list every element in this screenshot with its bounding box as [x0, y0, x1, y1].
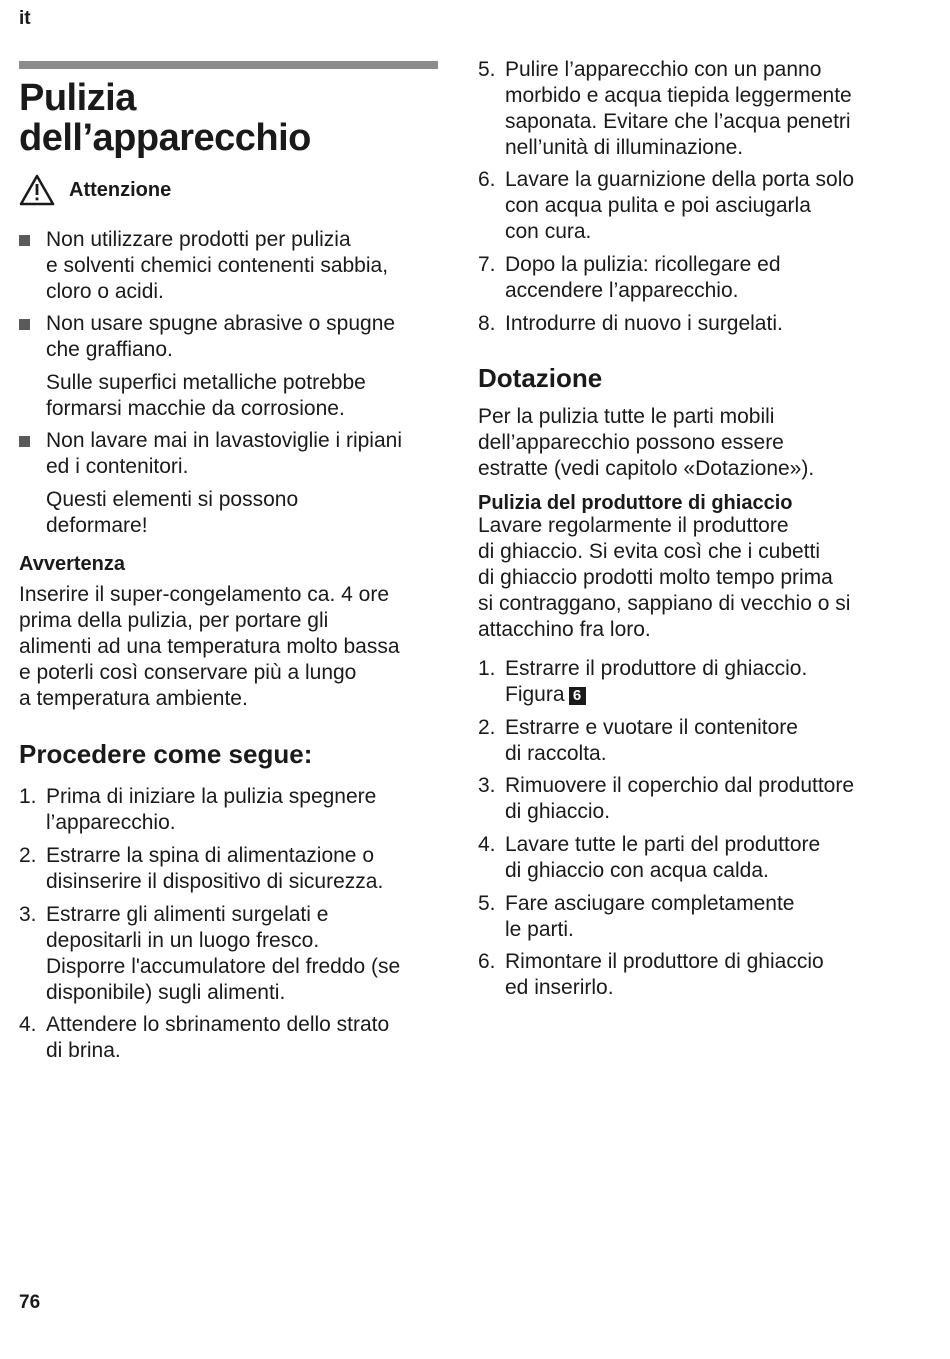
list-item: 5. Pulire l’apparecchio con un panno morbido e acqua tiepida leggermente saponata. Evitare che l’acqua penetri nell’unità di illuminazione. [478, 58, 852, 159]
page-number: 76 [19, 1292, 41, 1313]
list-item: 8. Introdurre di nuovo i surgelati. [478, 312, 783, 335]
bullet-square-icon [19, 436, 30, 447]
list-item: 7. Dopo la pulizia: ricollegare ed accendere l’apparecchio. [478, 253, 781, 302]
list-item: 3. Rimuovere il coperchio dal produttore di ghiaccio. [478, 774, 855, 823]
list-item: 1. Prima di iniziare la pulizia spegnere l’apparecchio. [19, 785, 377, 834]
list-item: Non lavare mai in lavastoviglie i ripiani ed i contenitori. [19, 428, 439, 480]
procedure-heading: Procedere come segue: [19, 739, 313, 769]
list-item: 2. Estrarre e vuotare il contenitore di raccolta. [478, 716, 798, 765]
list-item: 3. Estrarre gli alimenti surgelati e depositarli in un luogo fresco. Disporre l'accumulatore del freddo (se disponibile) sugli alimenti. [19, 903, 401, 1004]
figure-reference-badge: 6 [569, 687, 586, 705]
list-item: 4. Lavare tutte le parti del produttore di ghiaccio con acqua calda. [478, 833, 821, 882]
list-item: Non utilizzare prodotti per pulizia e solventi chemici contenenti sabbia, cloro o acidi. [19, 227, 439, 305]
page-title: Pulizia dell’apparecchio [19, 77, 311, 159]
warning-header [19, 174, 171, 206]
list-item: Non usare spugne abrasive o spugne che graffiano. [19, 311, 439, 363]
list-item: 1. Estrarre il produttore di ghiaccio. Figura 6 [478, 657, 808, 706]
list-item: 2. Estrarre la spina di alimentazione o disinserire il dispositivo di sicurezza. [19, 844, 384, 893]
language-code: it [19, 8, 31, 29]
note-heading: Avvertenza [19, 553, 125, 575]
bullet-square-icon [19, 235, 30, 246]
list-item: 5. Fare asciugare completamente le parti. [478, 892, 795, 941]
warning-label: Attenzione [69, 178, 172, 201]
bullet-square-icon [19, 319, 30, 330]
note-text: Inserire il super-congelamento ca. 4 ore prima della pulizia, per portare gli alimenti ad una temperatura molto bassa e poterli così conservare più a lungo a temperatura ambiente. [19, 583, 400, 710]
section-rule [19, 61, 438, 69]
warning-triangle-icon [19, 174, 55, 206]
ice-maker-text: Lavare regolarmente il produttore di ghiaccio. Si evita così che i cubetti di ghiaccio prodotti molto tempo prima si contraggano, sappiano di vecchio o si attacchino fra loro. [478, 514, 851, 641]
equipment-text: Per la pulizia tutte le parti mobili dell’apparecchio possono essere estratte (vedi capitolo «Dotazione»). [478, 405, 815, 480]
list-item: 6. Lavare la guarnizione della porta solo con acqua pulita e poi asciugarla con cura. [478, 168, 855, 243]
ice-maker-heading: Pulizia del produttore di ghiaccio [478, 492, 793, 514]
bullet-note: Questi elementi si possono deformare! [46, 488, 299, 537]
list-item: 4. Attendere lo sbrinamento dello strato di brina. [19, 1013, 390, 1062]
bullet-note: Sulle superfici metalliche potrebbe formarsi macchie da corrosione. [46, 371, 366, 420]
list-item: 6. Rimontare il produttore di ghiaccio ed inserirlo. [478, 950, 824, 999]
equipment-heading: Dotazione [478, 363, 603, 393]
